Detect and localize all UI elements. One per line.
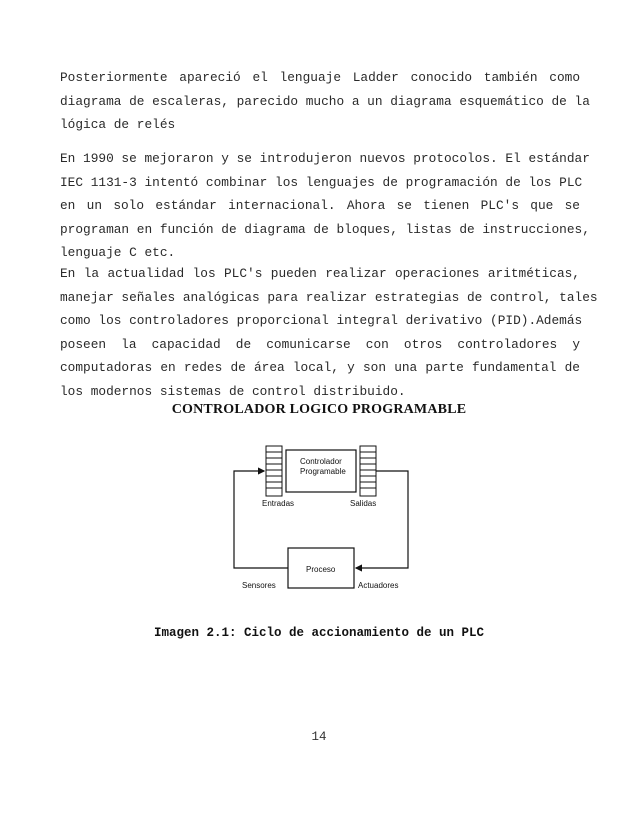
paragraph-2 <box>60 147 590 265</box>
page-number: 14 <box>311 730 327 744</box>
plc-cycle-diagram-svg <box>214 440 434 608</box>
text-line: Posteriormente apareció el lenguaje Ladder conocido también como <box>60 70 580 85</box>
text-line: programan en función de diagrama de bloques, listas de instrucciones, <box>60 221 590 237</box>
controller-label-line1: Controlador <box>300 457 342 466</box>
inputs-label: Entradas <box>262 499 295 508</box>
diagram-heading: CONTROLADOR LOGICO PROGRAMABLE <box>171 402 467 417</box>
text-line: En la actualidad los PLC's pueden realizar operaciones aritméticas, <box>60 266 580 281</box>
text-line: lenguaje C etc. <box>60 245 176 260</box>
outputs-terminal-stack <box>360 446 376 496</box>
controller-label-line2: Programable <box>300 467 346 476</box>
process-label: Proceso <box>306 565 336 574</box>
text-line: computadoras en redes de área local, y son una parte fundamental de <box>60 360 580 375</box>
text-line: en un solo estándar internacional. Ahora se tienen PLC's que se <box>60 198 580 213</box>
text-line: lógica de relés <box>60 117 176 132</box>
outputs-label: Salidas <box>350 499 377 508</box>
sensors-label: Sensores <box>242 581 276 590</box>
text-line: IEC 1131-3 intentó combinar los lenguajes de programación de los PLC <box>60 174 583 190</box>
text-line: los modernos sistemas de control distribuido. <box>60 383 406 399</box>
text-line: poseen la capacidad de comunicarse con otros controladores y <box>60 336 580 352</box>
text-line: diagrama de escaleras, parecido mucho a un diagrama esquemático de la <box>60 93 590 109</box>
text-line: manejar señales analógicas para realizar estrategias de control, tales <box>60 289 598 305</box>
inputs-terminal-stack <box>266 446 282 496</box>
paragraph-1 <box>60 66 590 137</box>
text-line: como los controladores proporcional integral derivativo (PID).Además <box>60 313 583 328</box>
plc-cycle-diagram <box>214 440 434 608</box>
actuators-label: Actuadores <box>358 581 399 590</box>
text-line: En 1990 se mejoraron y se introdujeron nuevos protocolos. El estándar <box>60 151 590 166</box>
figure-caption: Imagen 2.1: Ciclo de accionamiento de un PLC <box>153 626 485 640</box>
paragraph-3 <box>60 262 598 403</box>
